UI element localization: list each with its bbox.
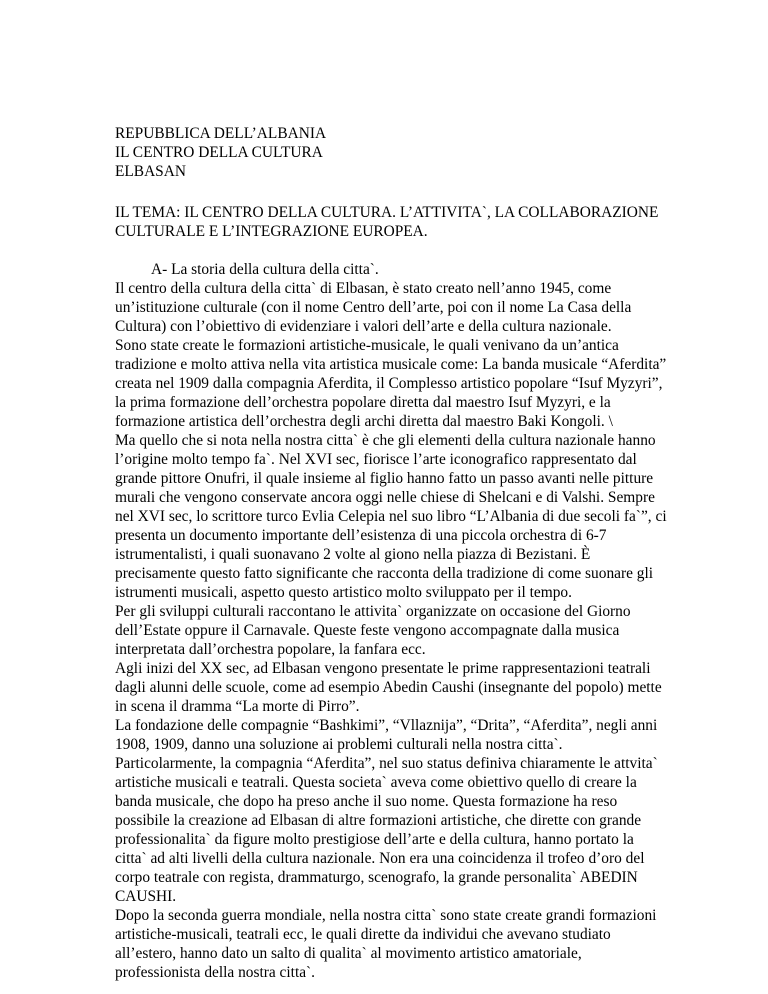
- body-line: istrumenti musicali, aspetto questo artistico molto sviluppato per il tempo.: [115, 584, 572, 601]
- body-line: istrumentalisti, i quali suonavano 2 volte al giono nella piazza di Bezistani. È: [115, 546, 591, 563]
- body-line: Dopo la seconda guerra mondiale, nella nostra citta` sono state create grandi formazioni: [115, 907, 657, 924]
- body-line: dagli alunni delle scuole, come ad esempio Abedin Caushi (insegnante del popolo) mette: [115, 679, 662, 696]
- body-line: un’istituzione culturale (con il nome Centro dell’arte, poi con il nome La Casa della: [115, 299, 632, 316]
- body-line: Sono state create le formazioni artistiche-musicale, le quali venivano da un’antica: [115, 337, 619, 354]
- body-line: presenta un documento importante dell’esistenza di una piccola orchestra di 6-7: [115, 527, 607, 544]
- body-line: possibile la creazione ad Elbasan di altre formazioni artistiche, che dirette con grande: [115, 812, 642, 829]
- body-line: Ma quello che si nota nella nostra citta` è che gli elementi della cultura nazionale hanno: [115, 432, 656, 449]
- body-line: precisamente questo fatto significante che racconta della tradizione di come suonare gli: [115, 565, 654, 582]
- body-line: la prima formazione dell’orchestra popolare diretta dal maestro Isuf Myzyri, e la: [115, 394, 611, 411]
- body-line: artistiche-musicali, teatrali ecc, le quali dirette da individui che avevano studiato: [115, 926, 611, 943]
- theme-line-1: IL TEMA: IL CENTRO DELLA CULTURA. L’ATTIVITA`, LA COLLABORAZIONE: [115, 204, 659, 221]
- body-line: professionalita` da figure molto prestigiose dell’arte e della cultura, hanno portato la: [115, 831, 634, 848]
- body-line: l’origine molto tempo fa`. Nel XVI sec, fiorisce l’arte iconografico rappresentato dal: [115, 451, 637, 468]
- body-line: interpretata dall’orchestra popolare, la fanfara ecc.: [115, 641, 426, 658]
- body-line: dell’Estate oppure il Carnavale. Queste feste vengono accompagnate dalla musica: [115, 622, 620, 639]
- header-line-city: ELBASAN: [115, 163, 186, 180]
- body-line: Particolarmente, la compagnia “Aferdita”, nel suo status definiva chiaramente le attvita`: [115, 755, 658, 772]
- body-line: La fondazione delle compagnie “Bashkimi”, “Vllaznija”, “Drita”, “Aferdita”, negli anni: [115, 717, 658, 734]
- body-line: Per gli sviluppi culturali raccontano le attivita` organizzate on occasione del Giorno: [115, 603, 631, 620]
- body-line: Agli inizi del XX sec, ad Elbasan vengono presentate le prime rappresentazioni teatrali: [115, 660, 651, 677]
- body-line: murali che vengono conservate ancora oggi nelle chiese di Shelcani e di Valshi. Sempre: [115, 489, 655, 506]
- body-line: Cultura) con l’obiettivo di evidenziare i valori dell’arte e della cultura nazionale.: [115, 318, 612, 335]
- document-theme-title: [115, 203, 675, 241]
- header-line-institution: IL CENTRO DELLA CULTURA: [115, 144, 323, 161]
- body-line: corpo teatrale con regista, drammaturgo, scenografo, la grande personalita` ABEDIN: [115, 869, 638, 886]
- body-line: formazione artistica dell’orchestra degli archi diretta dal maestro Baki Kongoli. \: [115, 413, 613, 430]
- body-line: professionista della nostra citta`.: [115, 964, 316, 981]
- header-line-country: REPUBBLICA DELL’ALBANIA: [115, 125, 327, 142]
- section-heading: A- La storia della cultura della citta`.: [151, 261, 379, 278]
- body-line: tradizione e molto attiva nella vita artistica musicale come: La banda musicale “Aferdita”: [115, 356, 667, 373]
- body-line: in scena il dramma “La morte di Pirro”.: [115, 698, 360, 715]
- body-line: artistiche musicali e teatrali. Questa societa` aveva come obiettivo quello di creare la: [115, 774, 637, 791]
- body-line: all’estero, hanno dato un salto di qualita` al movimento artistico amatoriale,: [115, 945, 582, 962]
- body-line: banda musicale, che dopo ha preso anche il suo nome. Questa formazione ha reso: [115, 793, 618, 810]
- body-line: citta` ad alti livelli della cultura nazionale. Non era una coincidenza il trofeo d’oro del: [115, 850, 645, 867]
- body-line: nel XVI sec, lo scrittore turco Evlia Celepia nel suo libro “L’Albania di due secoli fa`”, ci: [115, 508, 667, 525]
- body-line: creata nel 1909 dalla compagnia Aferdita, il Complesso artistico popolare “Isuf Myzyri”,: [115, 375, 663, 392]
- institution-header: [115, 124, 675, 181]
- body-line: Il centro della cultura della citta` di Elbasan, è stato creato nell’anno 1945, come: [115, 280, 612, 297]
- theme-line-2: CULTURALE E L’INTEGRAZIONE EUROPEA.: [115, 223, 428, 240]
- body-line: CAUSHI.: [115, 888, 177, 905]
- body-line: 1908, 1909, danno una soluzione ai problemi culturali nella nostra citta`.: [115, 736, 563, 753]
- body-line: grande pittore Onufri, il quale insieme al figlio hanno fatto un passo avanti nelle pitture: [115, 470, 654, 487]
- document-body: [115, 260, 675, 982]
